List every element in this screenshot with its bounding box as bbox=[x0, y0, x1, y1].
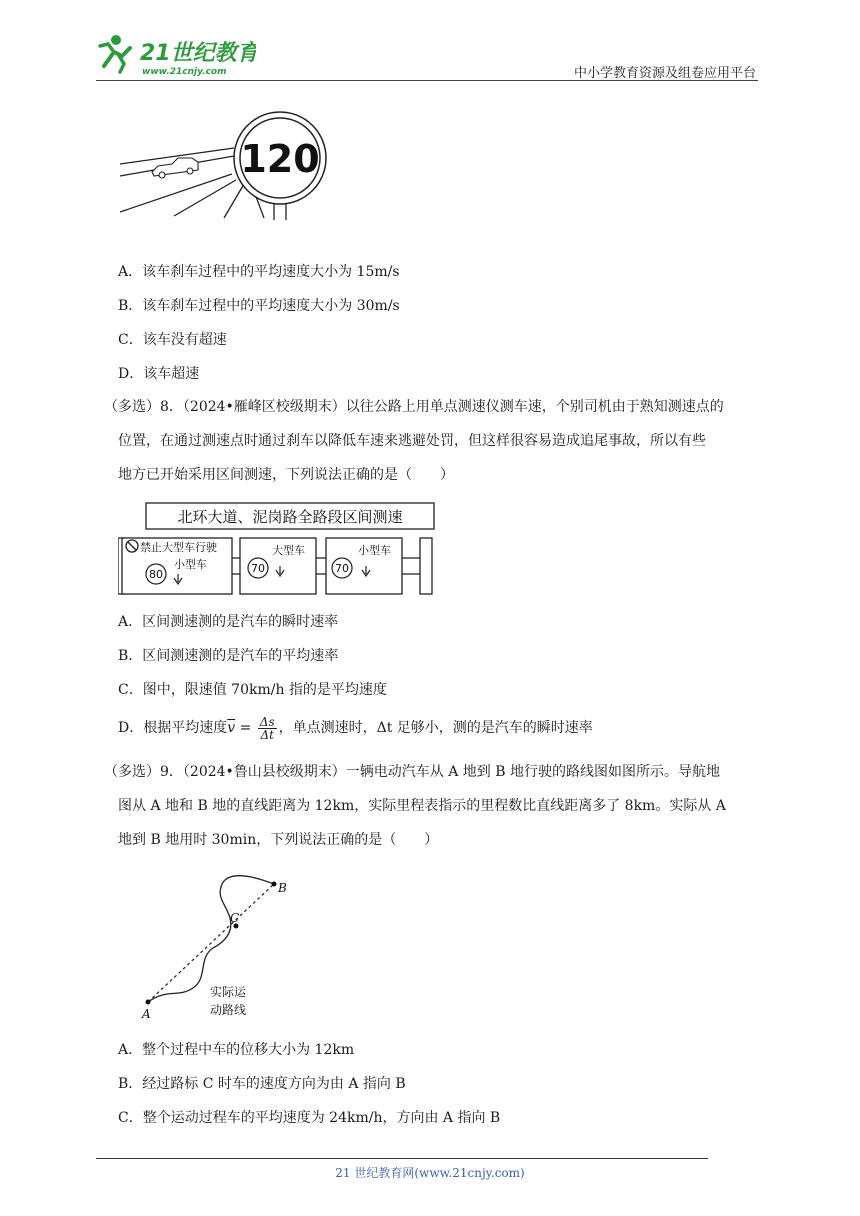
interval-banner: 北环大道、泥岗路全路段区间测速 bbox=[177, 508, 403, 526]
route-label-line1: 实际运 bbox=[210, 985, 247, 999]
fraction-denominator: Δt bbox=[260, 727, 274, 742]
q7-option-a: A．该车刹车过程中的平均速度大小为 15m/s bbox=[118, 264, 400, 280]
point-b-label: B bbox=[278, 881, 287, 895]
panel3-label: 小型车 bbox=[358, 544, 391, 557]
q8-option-c: C．图中，限速值 70km/h 指的是平均速度 bbox=[118, 682, 387, 698]
panel3-speed: 70 bbox=[335, 562, 349, 575]
footer-link[interactable]: 21 世纪教育网(www.21cnjy.com) bbox=[335, 1166, 525, 1180]
speed-limit-sign bbox=[234, 112, 326, 204]
point-c-label: C bbox=[230, 911, 240, 925]
panel2-label: 大型车 bbox=[272, 544, 305, 557]
interval-speed-figure bbox=[118, 500, 436, 596]
q7-option-d: D．该车超速 bbox=[118, 366, 200, 382]
q8-stem-line-1: （多选）8．（2024•雁峰区校级期末）以往公路上用单点测速仪测车速，个别司机由于熟知测速点的 bbox=[104, 399, 724, 415]
logo-url: www.21cnjy.com bbox=[142, 67, 227, 77]
q9-option-a: A．整个过程中车的位移大小为 12km bbox=[118, 1042, 355, 1058]
car-icon bbox=[152, 158, 198, 178]
speed-sign-value: 120 bbox=[240, 137, 320, 181]
panel1-top-label: 禁止大型车行驶 bbox=[140, 541, 217, 554]
q9-option-c: C．整个运动过程车的平均速度为 24km/h，方向由 A 指向 B bbox=[118, 1110, 501, 1126]
point-a-label: A bbox=[142, 1007, 151, 1021]
q9-option-b: B．经过路标 C 时车的速度方向为由 A 指向 B bbox=[118, 1076, 406, 1092]
q8-stem-line-2: 位置，在通过测速点时通过刹车以降低车速来逃避处罚，但这样很容易造成追尾事故，所以有些 bbox=[118, 433, 706, 449]
q8-stem-line-3: 地方已开始采用区间测速，下列说法正确的是（ ） bbox=[118, 467, 454, 483]
footer-divider bbox=[96, 1158, 708, 1159]
logo-title: 21世纪教育 bbox=[140, 41, 256, 66]
q8-option-b: B．区间测速测的是汽车的平均速率 bbox=[118, 648, 339, 664]
route-label-line2: 动路线 bbox=[210, 1003, 247, 1017]
panel2-speed: 70 bbox=[251, 562, 265, 575]
route-figure bbox=[138, 868, 298, 1022]
q9-stem-line-1: （多选）9．（2024•鲁山县校级期末）一辆电动汽车从 A 地到 B 地行驶的路线图如图所示。导航地 bbox=[104, 764, 720, 780]
site-logo bbox=[96, 30, 256, 80]
q9-stem-line-2: 图从 A 地和 B 地的直线距离为 12km，实际里程表指示的里程数比直线距离多了 8km。实际从 A bbox=[118, 798, 726, 814]
speed-sign-figure bbox=[114, 104, 334, 220]
average-velocity-symbol: $\overline{v}$ bbox=[227, 720, 236, 736]
panel1-label: 小型车 bbox=[174, 558, 207, 571]
runner-icon bbox=[100, 35, 130, 72]
velocity-fraction bbox=[258, 716, 277, 741]
actual-route-path bbox=[148, 876, 274, 1002]
q7-option-c: C．该车没有超速 bbox=[118, 332, 227, 348]
header-platform-text: 中小学教育资源及组卷应用平台 bbox=[573, 66, 756, 81]
equals-sign: = bbox=[235, 720, 256, 736]
panel1-speed: 80 bbox=[149, 568, 163, 581]
q7-option-b: B．该车刹车过程中的平均速度大小为 30m/s bbox=[118, 298, 400, 314]
q8-option-d bbox=[118, 714, 593, 742]
q9-stem-line-3: 地到 B 地用时 30min，下列说法正确的是（ ） bbox=[118, 832, 439, 848]
q8-option-a: A．区间测速测的是汽车的瞬时速率 bbox=[118, 614, 339, 630]
header-divider bbox=[96, 80, 758, 81]
q8-option-d-suffix: ，单点测速时，Δt 足够小，测的是汽车的瞬时速率 bbox=[278, 720, 593, 736]
no-truck-icon bbox=[126, 540, 138, 552]
fraction-numerator: Δs bbox=[259, 714, 275, 729]
q8-option-d-prefix: D．根据平均速度 bbox=[118, 720, 228, 736]
